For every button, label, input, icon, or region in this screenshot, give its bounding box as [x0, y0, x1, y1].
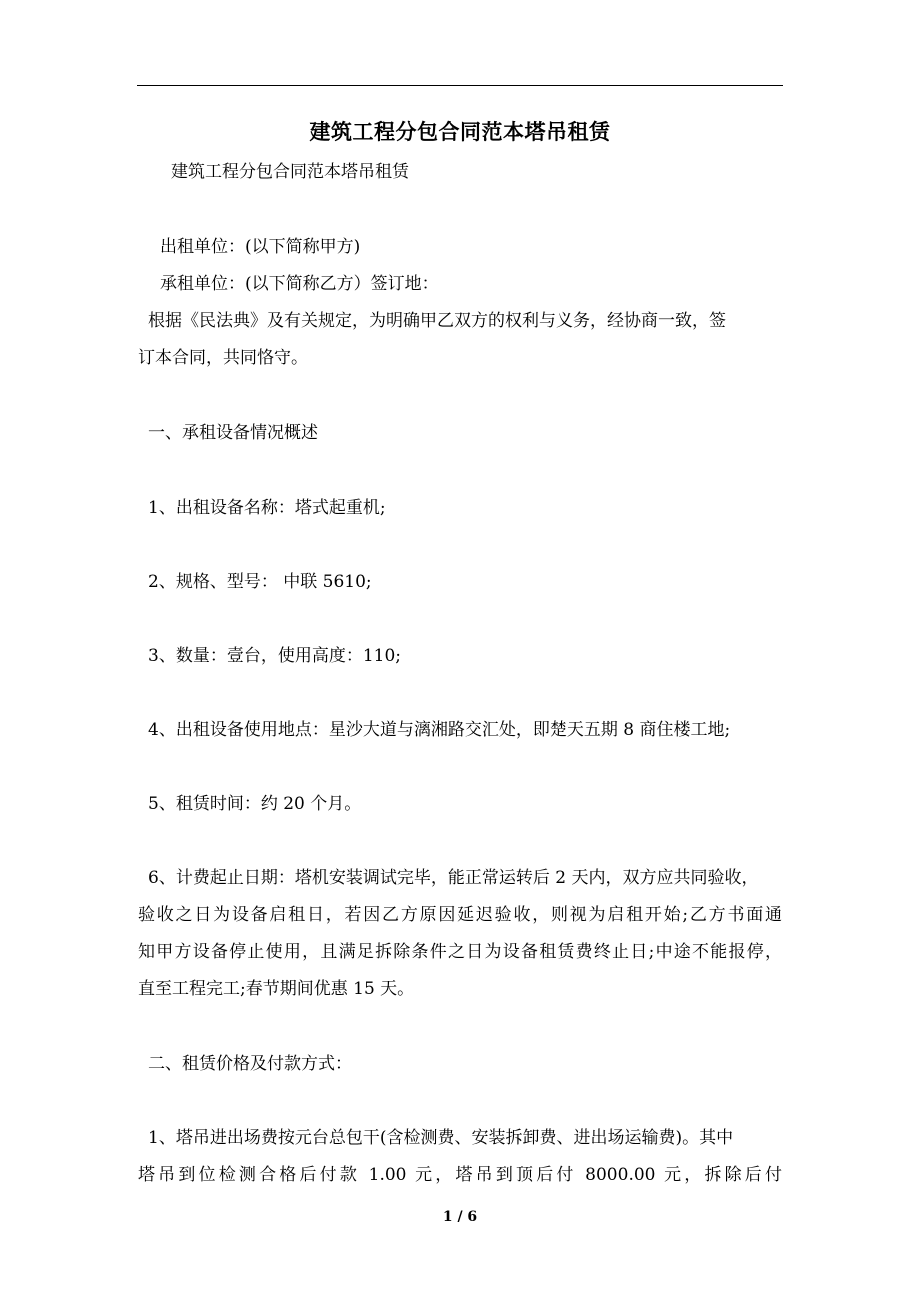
item-6-line-3: 知甲方设备停止使用，且满足拆除条件之日为设备租赁费终止日;中途不能报停，	[138, 942, 782, 962]
section-2-heading: 二、租赁价格及付款方式：	[148, 1054, 352, 1074]
document-title: 建筑工程分包合同范本塔吊租赁	[309, 119, 611, 144]
section-1-heading: 一、承租设备情况概述	[148, 423, 318, 443]
intro-line-1: 根据《民法典》及有关规定，为明确甲乙双方的权利与义务，经协商一致，签	[148, 311, 726, 331]
lessee-line: 承租单位：(以下简称乙方）签订地：	[160, 274, 439, 294]
item-5: 5、租赁时间：约 20 个月。	[148, 794, 362, 814]
payment-1-line-1: 1、塔吊进出场费按元台总包干(含检测费、安装拆卸费、进出场运输费)。其中	[148, 1128, 734, 1148]
item-6-line-4: 直至工程完工;春节期间优惠 15 天。	[138, 979, 415, 999]
item-6-line-2: 验收之日为设备启租日，若因乙方原因延迟验收，则视为启租开始;乙方书面通	[138, 905, 782, 925]
item-6-line-1: 6、计费起止日期：塔机安装调试完毕，能正常运转后 2 天内，双方应共同验收，	[148, 868, 759, 888]
lessor-line: 出租单位：(以下简称甲方)	[160, 237, 361, 257]
header-rule	[137, 85, 783, 86]
item-3: 3、数量：壹台，使用高度：110;	[148, 646, 401, 666]
item-1: 1、出租设备名称：塔式起重机;	[148, 498, 386, 518]
item-4: 4、出租设备使用地点：星沙大道与漓湘路交汇处，即楚天五期 8 商住楼工地;	[148, 720, 731, 740]
intro-line-2: 订本合同，共同恪守。	[138, 348, 308, 368]
payment-1-line-2: 塔吊到位检测合格后付款 1.00 元，塔吊到顶后付 8000.00 元，拆除后付	[138, 1165, 782, 1185]
page-indicator: 1 / 6	[442, 1209, 478, 1225]
item-2: 2、规格、型号： 中联 5610;	[148, 572, 372, 592]
document-subtitle: 建筑工程分包合同范本塔吊租赁	[171, 162, 409, 182]
